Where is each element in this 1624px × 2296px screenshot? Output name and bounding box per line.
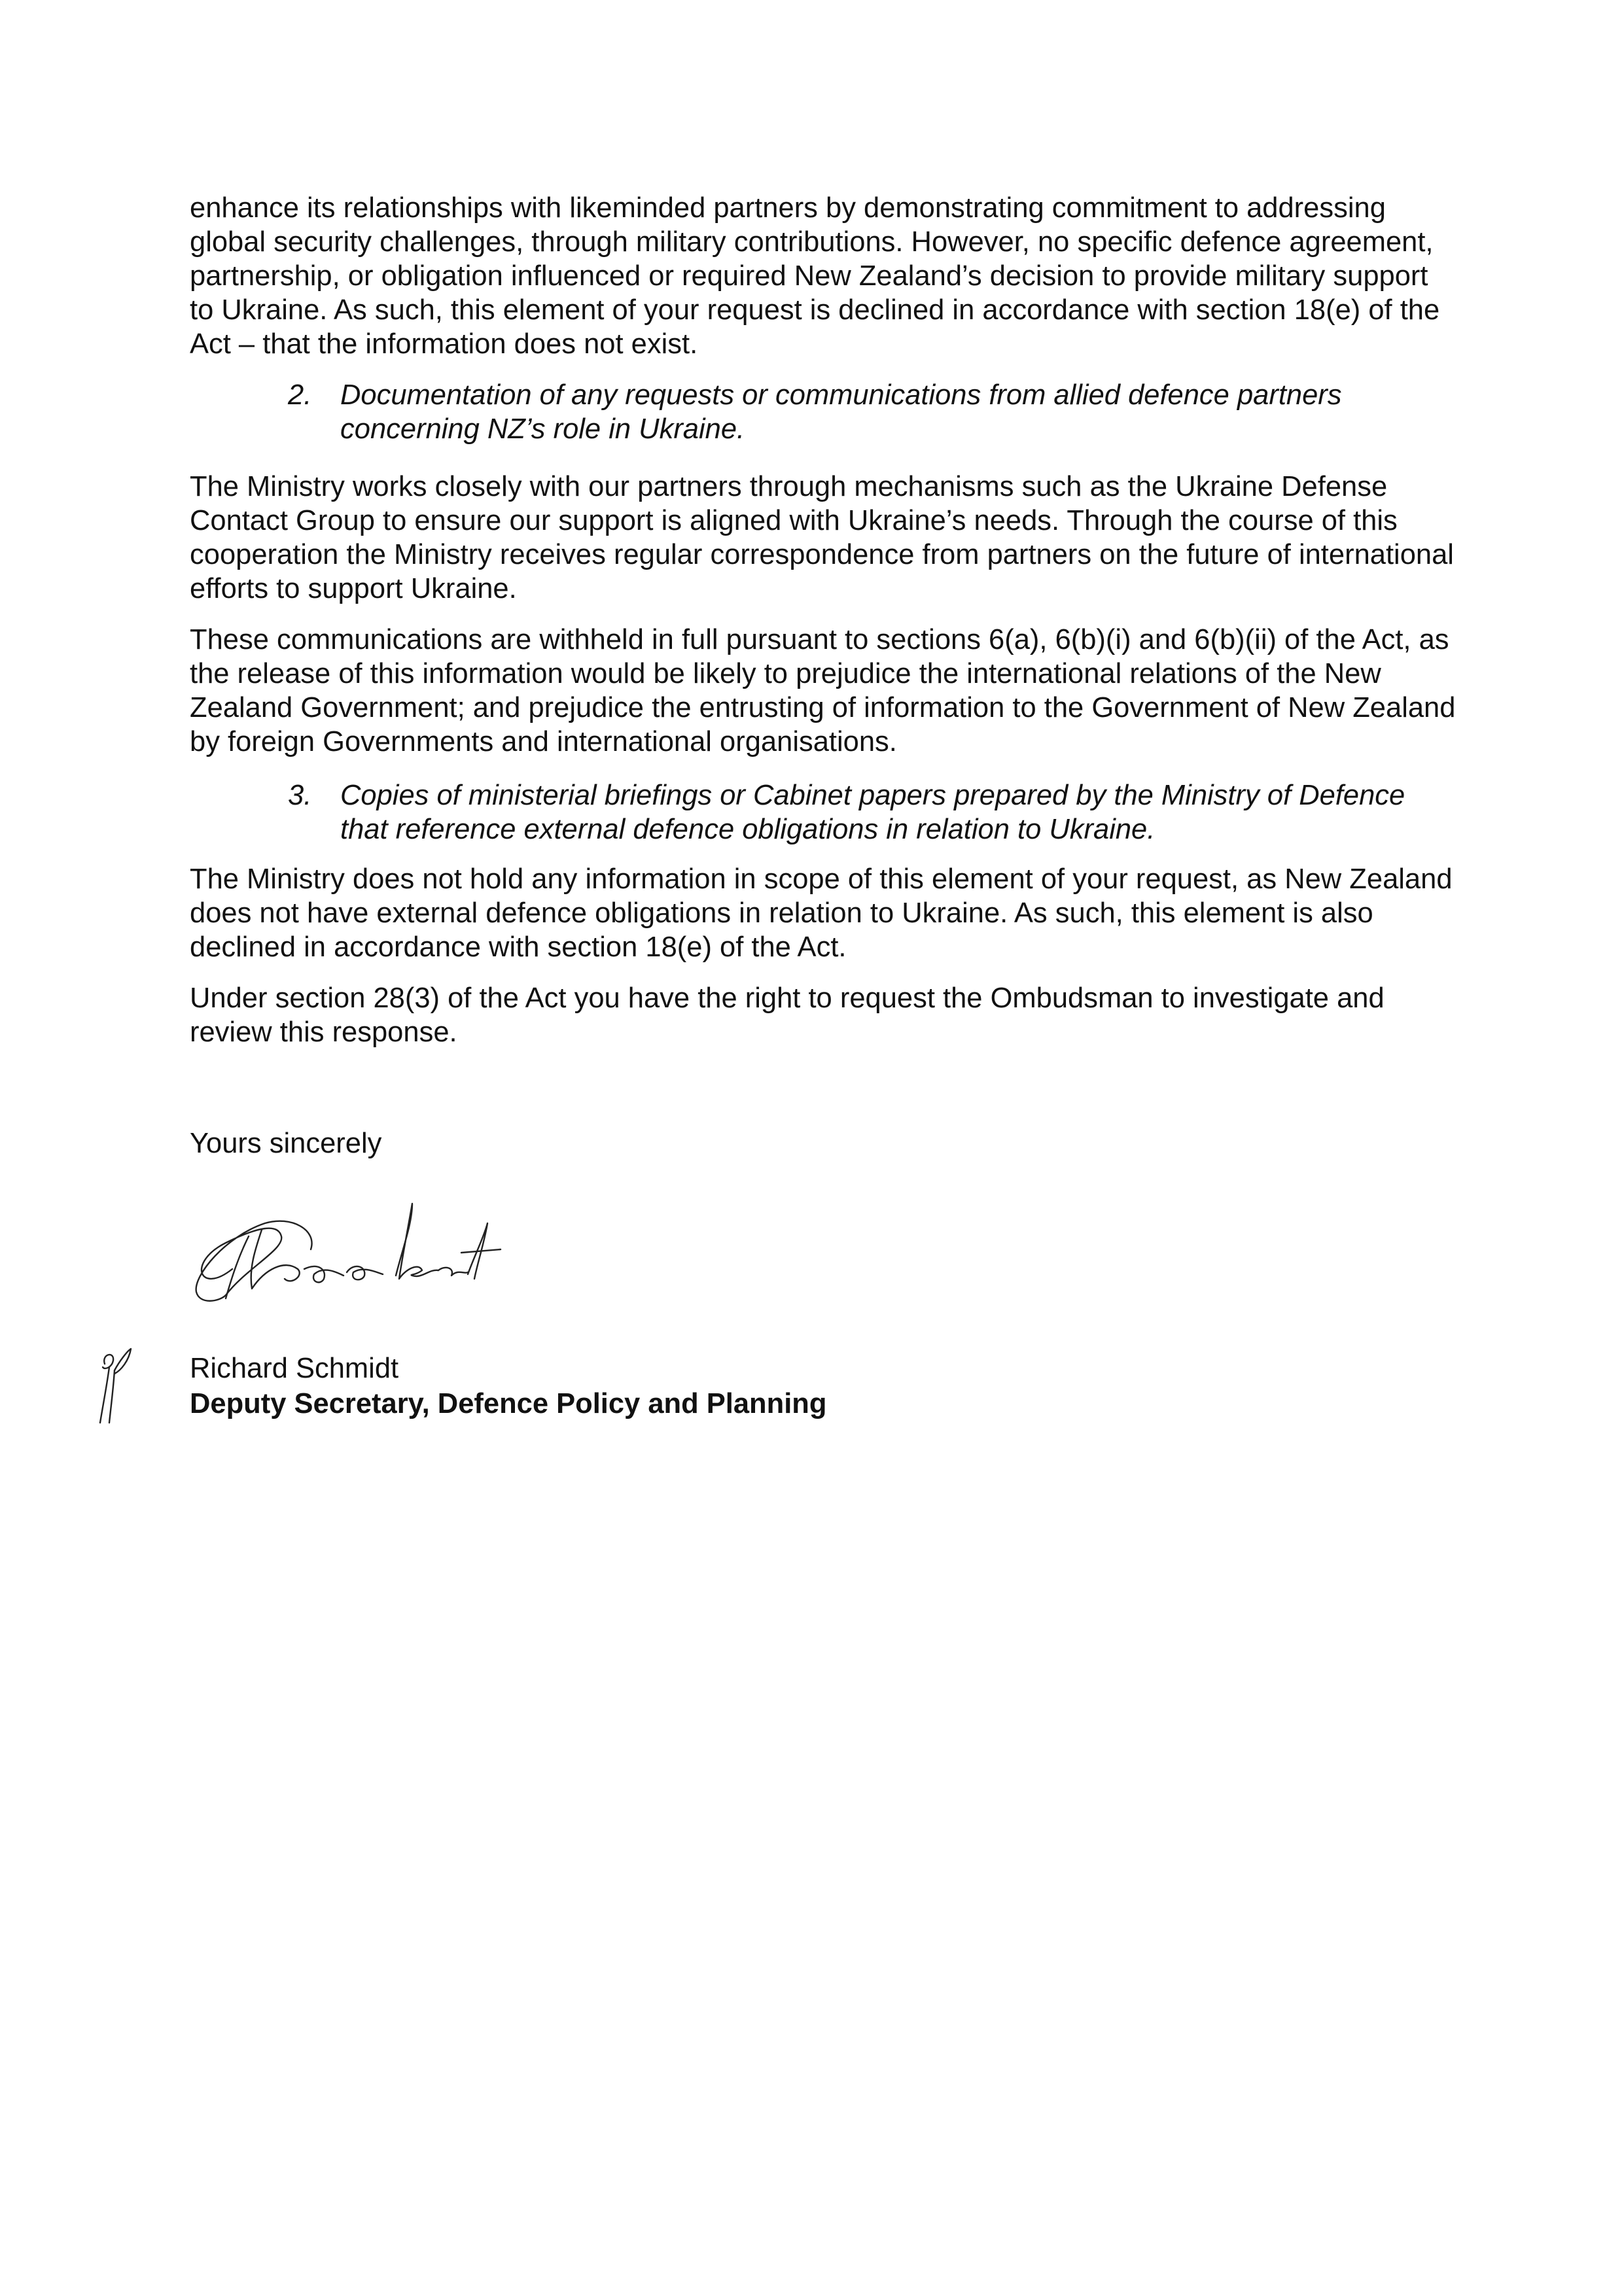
paragraph-ombudsman: Under section 28(3) of the Act you have the right to request the Ombudsman to investigate and review this response. (190, 983, 1385, 1048)
signature-icon (186, 1197, 540, 1308)
request-item-number: 2. (288, 379, 312, 411)
paragraph-declined-agreements: enhance its relationships with likeminded partners by demonstrating commitment to addressing global security challenges, through military contributions. However, no specific defence agreement, partnership, or obligation influenced or required New Zealand’s decision to provide military support to Ukraine. As such, this element of your request is declined in accordance with section 18(e) of the Act – that the information does not exist. (190, 192, 1440, 360)
signatory-name: Richard Schmidt (190, 1353, 399, 1384)
paragraph-partner-cooperation: The Ministry works closely with our partners through mechanisms such as the Ukraine Defense Contact Group to ensure our support is aligned with Ukraine’s needs. Through the course of this cooperation the Ministry receives regular correspondence from partners on the future of international efforts to support Ukraine. (190, 471, 1454, 604)
paragraph-no-information: The Ministry does not hold any information in scope of this element of your request, as New Zealand does not have external defence obligations in relation to Ukraine. As such, this element is also declined in accordance with section 18(e) of the Act. (190, 863, 1453, 963)
request-item-3 (288, 778, 1459, 846)
initials-icon (95, 1348, 141, 1426)
request-item-number: 3. (288, 780, 312, 811)
signatory-title: Deputy Secretary, Defence Policy and Planning (190, 1388, 827, 1419)
paragraph-withheld: These communications are withheld in full pursuant to sections 6(a), 6(b)(i) and 6(b)(ii) of the Act, as the release of this information would be likely to prejudice the international relations of the New Zealand Government; and prejudice the entrusting of information to the Government of New Zealand by foreign Governments and international organisations. (190, 624, 1456, 757)
request-item-text: Documentation of any requests or communications from allied defence partners concerning NZ’s role in Ukraine. (340, 379, 1342, 445)
request-item-2 (288, 378, 1459, 446)
closing-salutation: Yours sincerely (190, 1128, 382, 1159)
request-item-text: Copies of ministerial briefings or Cabinet papers prepared by the Ministry of Defence that reference external defence obligations in relation to Ukraine. (340, 780, 1405, 845)
